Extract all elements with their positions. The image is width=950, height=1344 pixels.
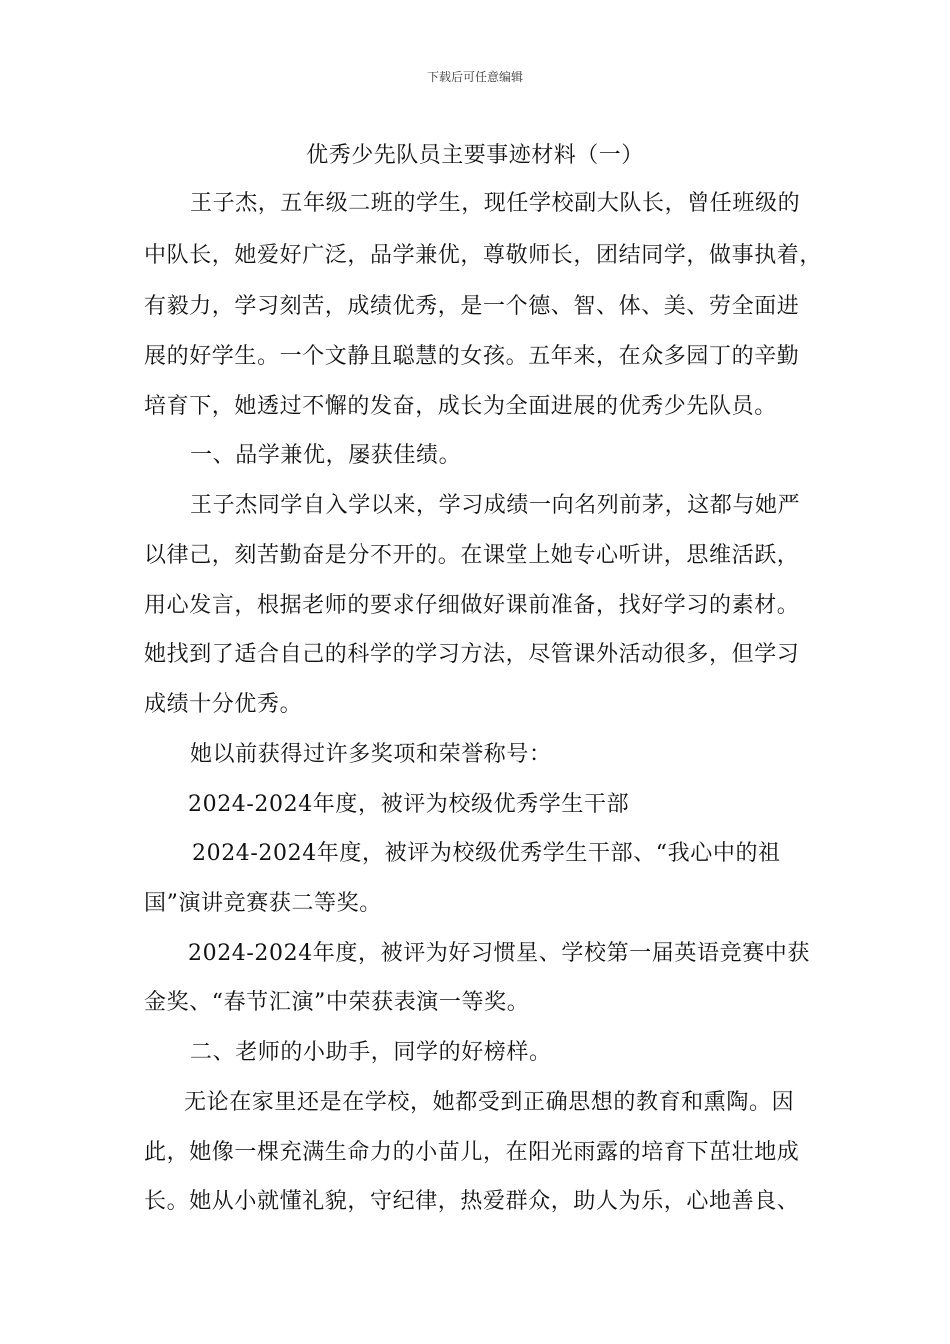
paragraph-line: 她找到了适合自己的科学的学习方法，尽管课外活动很多，但学习 bbox=[144, 642, 800, 667]
award-line: 2024-2024年度，被评为校级优秀学生干部、“我心中的祖 bbox=[192, 841, 781, 866]
award-line: 国”演讲竞赛获二等奖。 bbox=[144, 891, 382, 916]
paragraph-line: 此，她像一棵充满生命力的小苗儿，在阳光雨露的培育下茁壮地成 bbox=[144, 1140, 800, 1165]
section-heading: 二、老师的小助手，同学的好榜样。 bbox=[190, 1040, 552, 1065]
paragraph-line: 以律己，刻苦勤奋是分不开的。在课堂上她专心听讲，思维活跃， bbox=[144, 543, 800, 568]
document-title: 优秀少先队员主要事迹材料（一） bbox=[306, 143, 644, 168]
paragraph-line: 用心发言，根据老师的要求仔细做好课前准备，找好学习的素材。 bbox=[144, 593, 800, 618]
paragraph-line: 有毅力，学习刻苦，成绩优秀，是一个德、智、体、美、劳全面进 bbox=[144, 294, 800, 319]
header-note: 下载后可任意编辑 bbox=[426, 70, 523, 84]
award-line: 2024-2024年度，被评为好习惯星、学校第一届英语竞赛中获 bbox=[188, 941, 811, 966]
paragraph-line: 无论在家里还是在学校，她都受到正确思想的教育和熏陶。因 bbox=[184, 1090, 795, 1115]
paragraph-line: 她以前获得过许多奖项和荣誉称号： bbox=[190, 742, 552, 767]
paragraph-line: 王子杰，五年级二班的学生，现任学校副大队长，曾任班级的 bbox=[190, 191, 801, 216]
paragraph-line: 王子杰同学自入学以来，学习成绩一向名列前茅，这都与她严 bbox=[190, 493, 801, 518]
award-line: 金奖、“春节汇演”中荣获表演一等奖。 bbox=[144, 990, 530, 1015]
paragraph-line: 展的好学生。一个文静且聪慧的女孩。五年来，在众多园丁的辛勤 bbox=[144, 344, 800, 369]
paragraph-line: 培育下，她透过不懈的发奋，成长为全面进展的优秀少先队员。 bbox=[144, 394, 777, 419]
section-heading: 一、品学兼优，屡获佳绩。 bbox=[190, 443, 462, 468]
award-line: 2024-2024年度，被评为校级优秀学生干部 bbox=[188, 792, 630, 817]
paragraph-line: 成绩十分优秀。 bbox=[144, 692, 303, 717]
paragraph-line: 中队长，她爱好广泛，品学兼优，尊敬师长，团结同学，做事执着， bbox=[144, 243, 823, 268]
paragraph-line: 长。她从小就懂礼貌，守纪律，热爱群众，助人为乐，心地善良、 bbox=[144, 1189, 800, 1214]
